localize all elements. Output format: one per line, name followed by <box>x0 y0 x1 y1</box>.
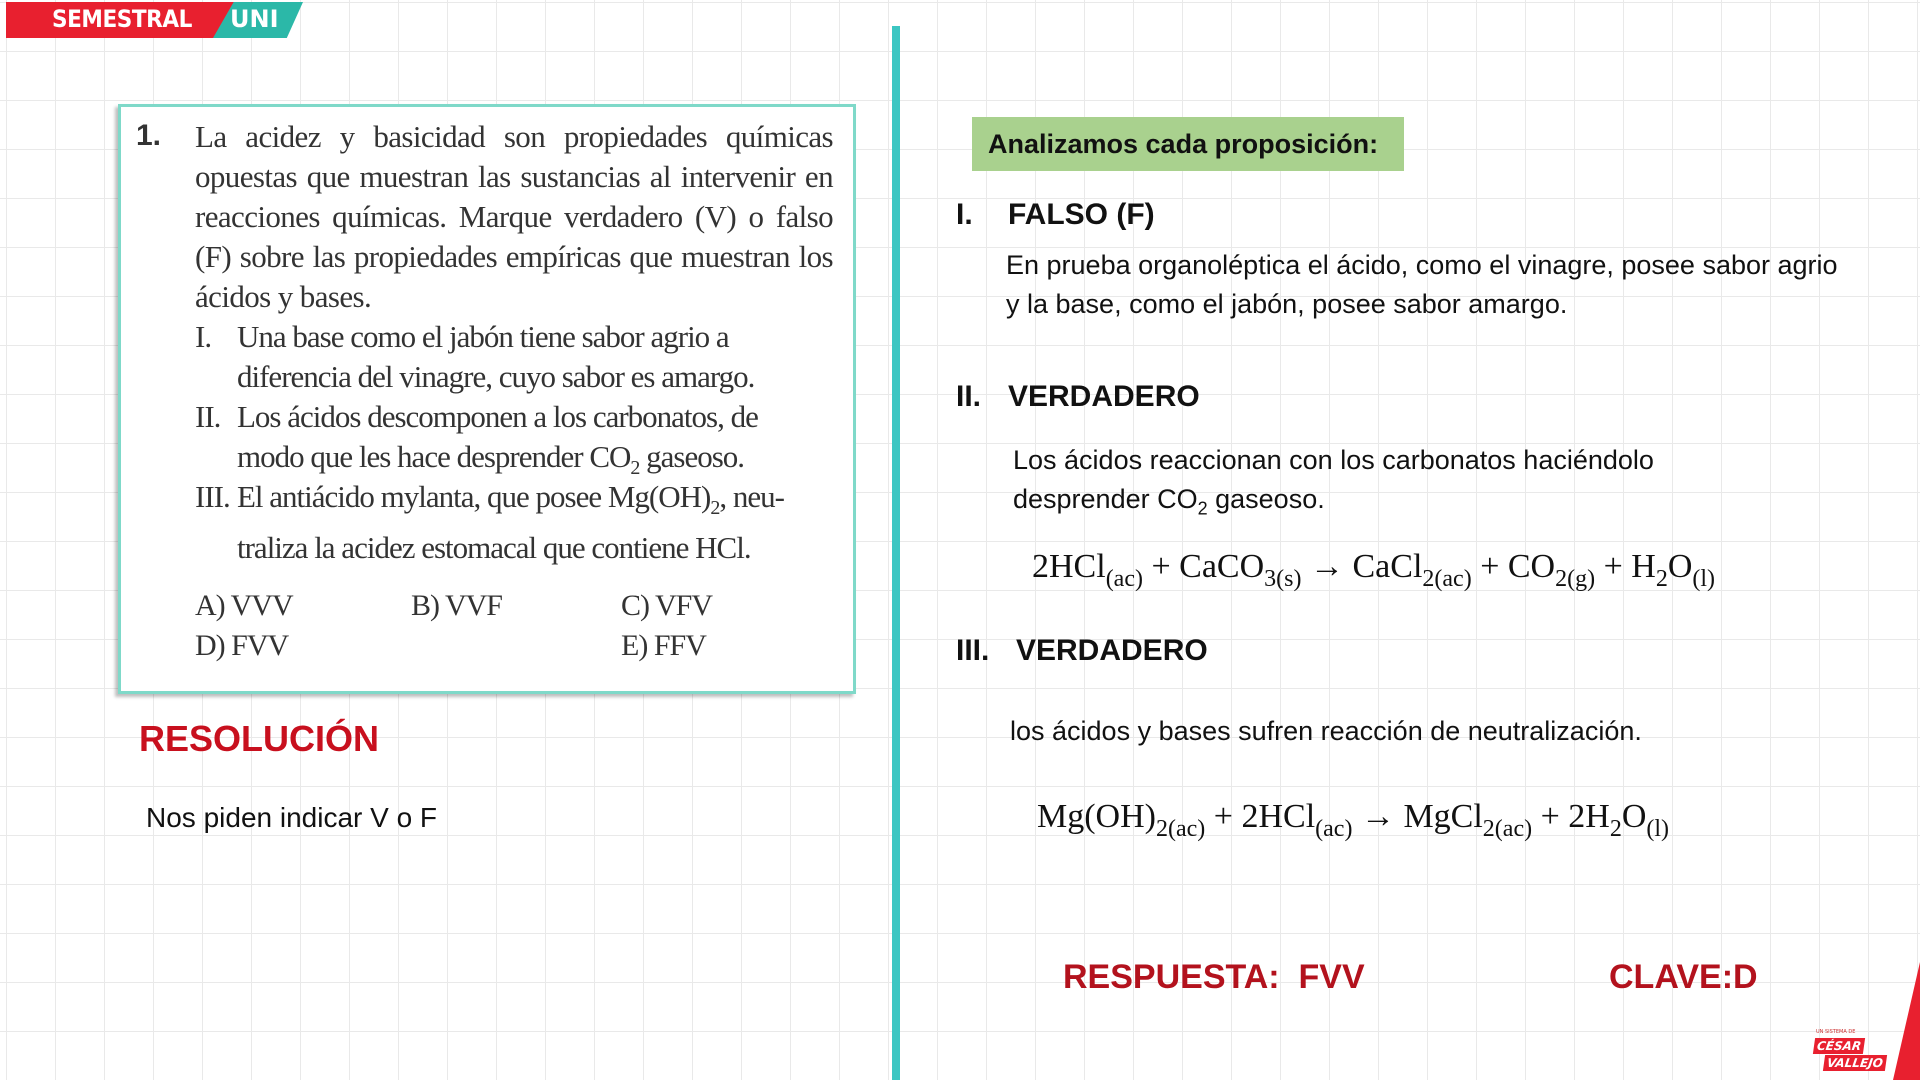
option-letter: D) <box>195 629 225 662</box>
analysis-header: Analizamos cada proposición: <box>972 117 1404 171</box>
answer-respuesta: RESPUESTA: FVV <box>1063 958 1365 996</box>
analysis-roman: III. <box>956 634 990 667</box>
text: , neu- <box>719 479 784 514</box>
resolution-title: RESOLUCIÓN <box>139 718 380 759</box>
proposition-text: Los ácidos descomponen a los carbonatos, de <box>237 399 758 434</box>
eq-term: + 2HCl <box>1205 798 1316 835</box>
text: desprender CO <box>1013 484 1198 514</box>
resolution-intro: Nos piden indicar V o F <box>146 802 438 833</box>
text: modo que les hace desprender CO <box>237 439 631 474</box>
eq-term: + 2H <box>1532 798 1610 835</box>
banner-uni-label: UNI <box>230 5 279 33</box>
logo-line2: VALLEJO <box>1823 1055 1887 1071</box>
option-value: VFV <box>654 589 712 622</box>
analysis-item-3-text: los ácidos y bases sufren reacción de neutralización. <box>1010 716 1642 746</box>
eq-sub: 2(ac) <box>1155 816 1206 842</box>
eq-sub: 2(g) <box>1555 566 1596 592</box>
vertical-divider <box>892 26 900 1080</box>
eq-sub: (l) <box>1646 816 1670 842</box>
subscript: 2 <box>630 457 640 480</box>
option-value: FFV <box>653 629 706 662</box>
option-d[interactable] <box>195 629 288 663</box>
eq-sub: (ac) <box>1105 566 1143 592</box>
option-letter: E) <box>621 629 648 662</box>
eq-term: → CaCl <box>1301 548 1423 585</box>
analysis-verdict: VERDADERO <box>1008 380 1200 413</box>
proposition-text-cont: diferencia del vinagre, cuyo sabor es amargo. <box>237 359 755 394</box>
option-value: FVV <box>231 629 289 662</box>
text-line <box>1013 480 1853 528</box>
option-letter: B) <box>411 589 439 622</box>
eq-term: → MgCl <box>1352 798 1483 835</box>
proposition-text: Una base como el jabón tiene sabor agrio a <box>237 319 729 354</box>
question-card <box>118 104 856 694</box>
proposition-2 <box>195 397 835 488</box>
proposition-text: El antiácido mylanta, que posee Mg(OH) <box>237 479 711 514</box>
eq-term: Mg(OH) <box>1037 798 1156 835</box>
equation-neutralization-reaction <box>1037 798 1669 843</box>
proposition-1 <box>195 317 835 397</box>
option-e[interactable] <box>621 629 706 663</box>
analysis-item-1-heading <box>956 198 1155 232</box>
analysis-verdict: VERDADERO <box>1016 634 1208 667</box>
eq-term: + CO <box>1471 548 1556 585</box>
option-letter: A) <box>195 589 225 622</box>
logo-triangle-icon <box>1893 962 1920 1080</box>
proposition-roman: I. <box>195 319 212 354</box>
proposition-roman: III. <box>195 479 230 514</box>
option-letter: C) <box>621 589 649 622</box>
question-stem: La acidez y basicidad son propiedades químicas opuestas que muestran las sustancias al intervenir en reacciones químicas. Marque verdadero (V) o falso (F) sobre las propiedades empíricas que muestran los ácidos y bases. <box>195 119 833 314</box>
banner-semestral-label: SEMESTRAL <box>52 5 192 33</box>
text: gaseoso. <box>1207 484 1325 514</box>
analysis-item-2-heading <box>956 380 1200 414</box>
option-value: VVV <box>230 589 293 622</box>
text-line: Los ácidos reaccionan con los carbonatos haciéndolo <box>1013 445 1654 475</box>
eq-term: 2HCl <box>1032 548 1106 585</box>
equation-carbonate-reaction <box>1032 548 1715 593</box>
eq-term: + CaCO <box>1142 548 1265 585</box>
question-number: 1. <box>136 119 162 152</box>
analysis-item-2-text <box>1013 441 1853 528</box>
analysis-item-3-heading <box>956 634 1208 668</box>
eq-sub: 2 <box>1609 816 1622 842</box>
analysis-roman: I. <box>956 198 973 231</box>
answer-clave: CLAVE:D <box>1609 958 1758 996</box>
proposition-text-cont: traliza la acidez estomacal que contiene HCl. <box>237 530 751 566</box>
analysis-roman: II. <box>956 380 982 413</box>
eq-sub: (ac) <box>1315 816 1353 842</box>
brand-banner <box>6 2 300 38</box>
option-value: VVF <box>444 589 502 622</box>
subscript: 2 <box>1197 498 1208 519</box>
eq-term: O <box>1667 548 1693 585</box>
eq-term: O <box>1621 798 1647 835</box>
option-a[interactable] <box>195 589 293 623</box>
eq-sub: 3(s) <box>1264 566 1302 592</box>
eq-sub: 2 <box>1655 566 1668 592</box>
eq-sub: 2(ac) <box>1482 816 1533 842</box>
logo-line1: CÉSAR <box>1813 1038 1865 1054</box>
eq-sub: 2(ac) <box>1422 566 1472 592</box>
logo-tagline: UN SISTEMA DE <box>1816 1029 1856 1035</box>
option-c[interactable] <box>621 589 712 623</box>
analysis-item-1-text: En prueba organoléptica el ácido, como el vinagre, posee sabor agrio y la base, como el jabón, posee sabor amargo. <box>1006 250 1838 319</box>
option-b[interactable] <box>411 589 502 623</box>
text: gaseoso. <box>639 439 745 474</box>
eq-term: + H <box>1595 548 1656 585</box>
subscript: 2 <box>710 497 720 520</box>
proposition-3 <box>195 477 835 568</box>
analysis-verdict: FALSO (F) <box>1008 198 1155 231</box>
cesar-vallejo-logo <box>1814 1029 1884 1074</box>
proposition-roman: II. <box>195 399 221 434</box>
eq-sub: (l) <box>1692 566 1716 592</box>
